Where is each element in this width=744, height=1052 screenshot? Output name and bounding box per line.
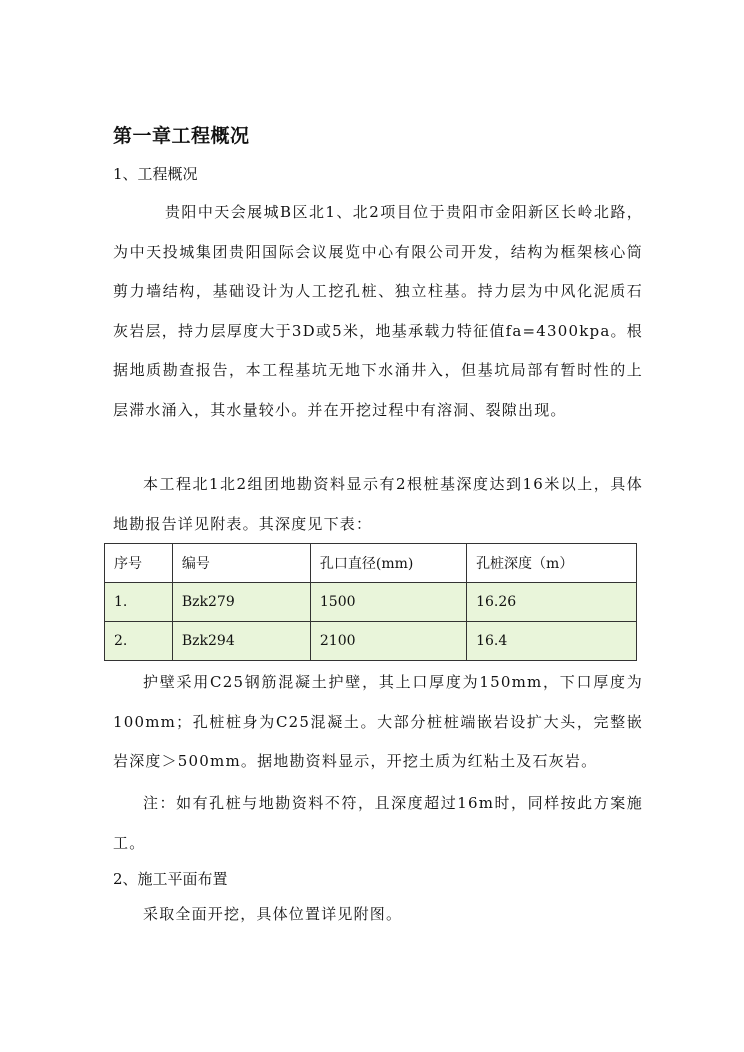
table-cell: 2. [105, 622, 173, 661]
site-layout-paragraph: 采取全面开挖，具体位置详见附图。 [143, 905, 403, 923]
section-heading-site-layout: 2、施工平面布置 [113, 870, 228, 888]
table-cell: 16.26 [467, 583, 637, 622]
table-header-row [105, 544, 637, 583]
table-cell: 16.4 [467, 622, 637, 661]
table-header-cell: 孔口直径(mm) [310, 544, 466, 583]
note-paragraph: 注：如有孔桩与地勘资料不符，且深度超过16m时，同样按此方案施工。 [113, 794, 643, 852]
table-row [105, 583, 637, 622]
section-heading-overview: 1、工程概况 [113, 165, 198, 183]
chapter-title: 第一章工程概况 [113, 125, 250, 147]
table-cell: 2100 [310, 622, 466, 661]
table-header-cell: 孔桩深度（m） [467, 544, 637, 583]
table-cell: 1. [105, 583, 173, 622]
table-cell: Bzk294 [172, 622, 310, 661]
table-cell: 1500 [310, 583, 466, 622]
table-header-cell: 编号 [172, 544, 310, 583]
table-header-cell: 序号 [105, 544, 173, 583]
table-cell: Bzk279 [172, 583, 310, 622]
table-row [105, 622, 637, 661]
pile-depth-table [104, 543, 637, 661]
retaining-wall-paragraph: 护壁采用C25钢筋混凝土护壁，其上口厚度为150mm，下口厚度为100mm；孔桩桩身为C25混凝土。大部分桩桩端嵌岩设扩大头，完整嵌岩深度＞500mm。据地勘资料显示，开挖土质为红粘土及石灰岩。 [113, 673, 643, 770]
overview-paragraph: 贵阳中天会展城B区北1、北2项目位于贵阳市金阳新区长岭北路，为中天投城集团贵阳国际会议展览中心有限公司开发，结构为框架核心筒剪力墙结构，基础设计为人工挖孔桩、独立柱基。持力层为中风化泥质石灰岩层，持力层厚度大于3D或5米，地基承载力特征值fa=4300kpa。根据地质勘查报告，本工程基坑无地下水涌井入，但基坑局部有暂时性的上层滞水涌入，其水量较小。并在开挖过程中有溶洞、裂隙出现。 [113, 203, 643, 419]
pile-depth-paragraph: 本工程北1北2组团地勘资料显示有2根桩基深度达到16米以上，具体地勘报告详见附表。其深度见下表： [113, 475, 643, 533]
